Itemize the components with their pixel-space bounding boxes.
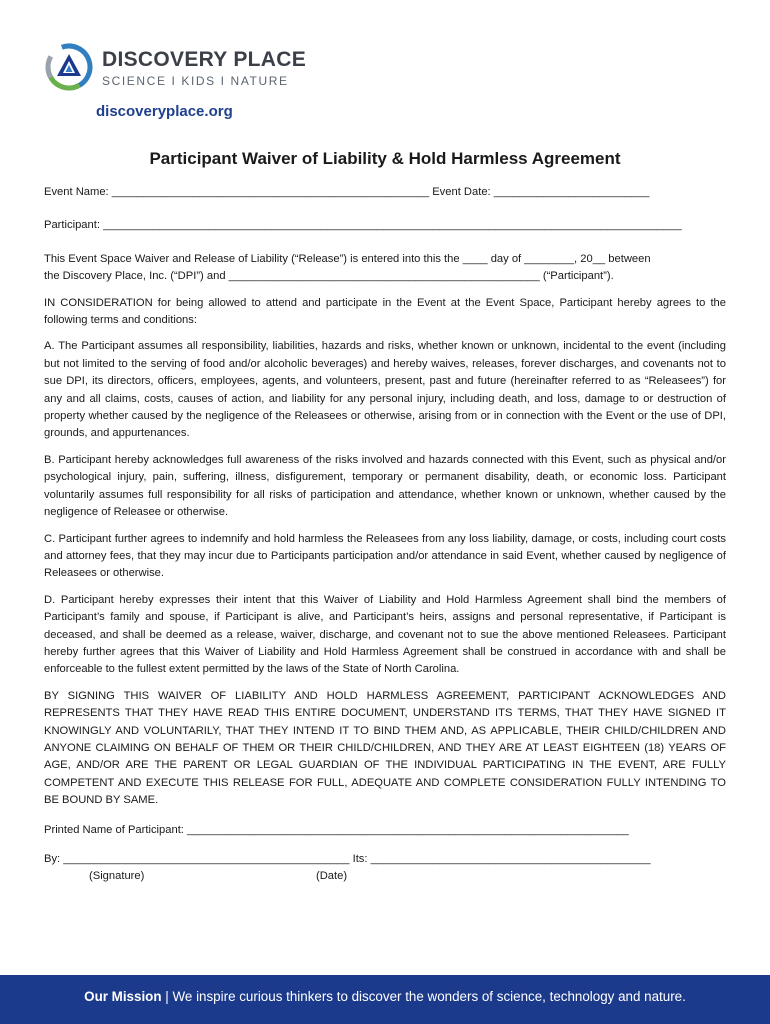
event-name-date-line: Event Name: ___________________________________________________ Event Date: _________________________	[44, 186, 650, 198]
acknowledgement-paragraph: BY SIGNING THIS WAIVER OF LIABILITY AND HOLD HARMLESS AGREEMENT, PARTICIPANT ACKNOWLEDGES AND REPRESENTS THAT THEY HAVE READ THIS ENTIRE DOCUMENT, UNDERSTAND ITS TERMS, THAT THEY HAVE SIGNED IT KNOWINGLY AND VOLUNTARILY, THAT THEY INTEND IT TO BIND THEM AND, AS APPLICABLE, THEIR CHILD/CHILDREN AND ANYONE CLAIMING ON BEHALF OF THEM OR THEIR CHILD/CHILDREN, AND THEY ARE AT LEAST EIGHTEEN (18) YEARS OF AGE, AND/OR ARE THE PARENT OR LEGAL GUARDIAN OF THE INDIVIDUAL PARTICIPATING IN THE EVENT, ARE FULLY COMPETENT AND EXECUTE THIS RELEASE FOR FULL, ADEQUATE AND COMPLETE CONSIDERATION FULLY INTENDING TO BE BOUND BY SAME.	[44, 689, 726, 807]
paragraph-b: B. Participant hereby acknowledges full awareness of the risks involved and hazards connected with this Event, such as physical and/or psychological injury, pain, suffering, illness, disfigurement, temporary or permanent disability, death, or economic loss. Participant voluntarily assumes full responsibility for all risks of participation and attendance, whether known or unknown, whether caused by the negligence of Releasee or otherwise.	[44, 453, 726, 519]
website-link[interactable]: discoveryplace.org	[96, 103, 233, 120]
date-label: (Date)	[316, 870, 348, 883]
signature-line: By: ______________________________________________ Its: _____________________________________________	[44, 853, 651, 865]
paragraph-c: C. Participant further agrees to indemnify and hold harmless the Releasees from any loss liability, damage, or costs, including court costs and attorney fees, that they may incur due to Participants participation and/or attendance in said Event, whether caused by negligence of Releasees or otherwise.	[44, 532, 726, 580]
mission-footer	[0, 975, 770, 1024]
intro-line-1: This Event Space Waiver and Release of Liability (“Release”) is entered into this the ____ day of ________, 20__ between	[44, 252, 651, 265]
intro-line-2: the Discovery Place, Inc. (“DPI”) and __________________________________________________ (“Participant”).	[44, 270, 614, 283]
signature-labels	[44, 868, 726, 886]
paragraph-d: D. Participant hereby expresses their intent that this Waiver of Liability and Hold Harmless Agreement shall bind the members of Participant’s family and spouse, if Participant is alive, and Participant’s heirs, assigns and personal representative, if Participant is deceased, and shall be deemed as a release, waiver, discharge, and covenant not to sue the above mentioned Releasees. Participant hereby further agrees that this Waiver of Liability and Hold Harmless Agreement shall be construed in accordance with and shall be enforceable to the fullest extent permitted by the laws of the State of North Carolina.	[44, 593, 726, 676]
mission-text: We inspire curious thinkers to discover the wonders of science, technology and nature.	[172, 989, 686, 1004]
document-body	[44, 184, 726, 886]
brand-tagline: SCIENCE I KIDS I NATURE	[102, 74, 289, 88]
mission-separator: |	[165, 989, 169, 1004]
mission-statement	[0, 989, 770, 1004]
printed-name-line: Printed Name of Participant: _______________________________________________________________________	[44, 823, 629, 836]
discovery-place-logo-icon	[44, 42, 94, 92]
discovery-place-logo	[44, 42, 307, 98]
paragraph-a: A. The Participant assumes all responsibility, liabilities, hazards and risks, whether known or unknown, incidental to the event (including but not limited to the serving of food and/or alcoholic beverages) and hereby waives, releases, forever discharges, and covenants not to sue DPI, its directors, officers, employees, agents, and volunteers, present, past and future (hereinafter referred to as “Releasees”) for any and all claims, costs, causes of action, and liability for any personal injury, including death, and loss, damage to or destruction of property whether caused by the negligence of the Releasees or otherwise, arising from or in connection with the Event or the use of DPI, grounds, and appurtenances.	[44, 340, 726, 440]
signature-label: (Signature)	[89, 870, 145, 883]
consideration-paragraph: IN CONSIDERATION for being allowed to attend and participate in the Event at the Event Space, Participant hereby agrees to the following terms and conditions:	[44, 296, 726, 327]
document-title: Participant Waiver of Liability & Hold Harmless Agreement	[149, 149, 621, 168]
brand-name: DISCOVERY PLACE	[102, 48, 307, 71]
participant-line: Participant: _____________________________________________________________________________________________	[44, 219, 682, 232]
mission-label: Our Mission	[84, 989, 162, 1004]
